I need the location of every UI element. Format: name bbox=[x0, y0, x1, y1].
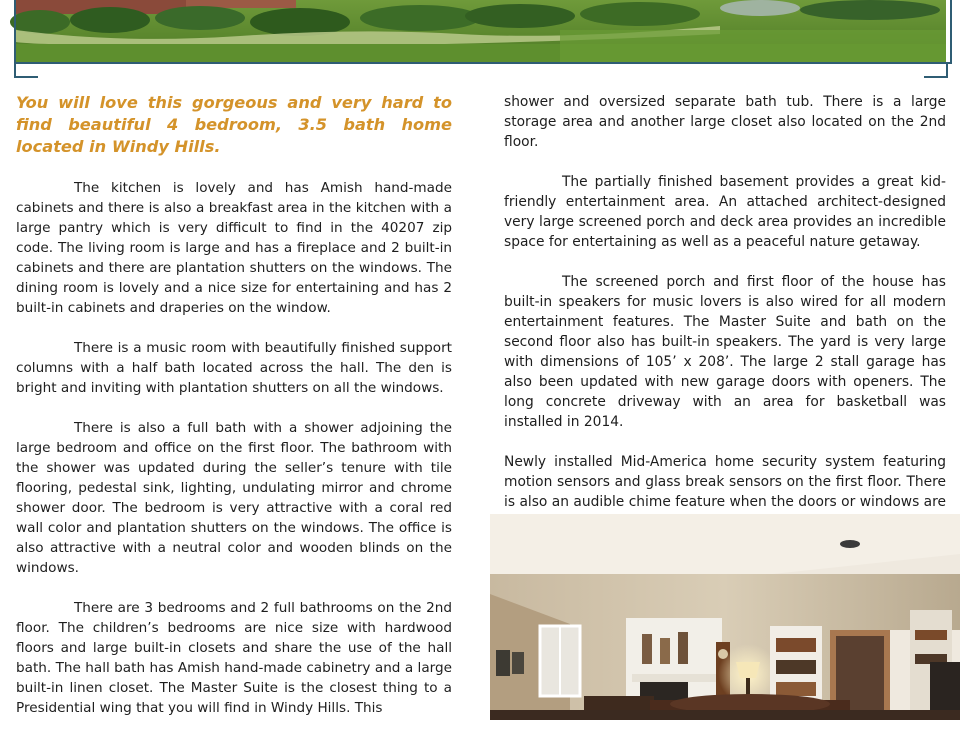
right-column bbox=[504, 92, 946, 552]
music-room-paragraph: There is a music room with beautifully finished support columns with a half bath located across the hall. The den is bright and inviting with plantation shutters on all the windows. bbox=[16, 340, 452, 396]
lead-headline: You will love this gorgeous and very hard to find beautiful 4 bedroom, 3.5 bath home located in Windy Hills. bbox=[16, 93, 452, 156]
kitchen-paragraph: The kitchen is lovely and has Amish hand-made cabinets and there is also a breakfast area in the kitchen with a large pantry which is very difficult to find in the 40207 zip code. The living room is large and has a fireplace and 2 built-in cabinets and there are plantation shutters on the windows. The dining room is lovely and a nice size for entertaining and has 2 built-in cabinets and draperies on the window. bbox=[16, 180, 452, 316]
security-system-paragraph: Newly installed Mid-America home security system featuring motion sensors and glass break sensors on the first floor. There is also an audible chime feature when the doors or windows are bbox=[504, 454, 946, 510]
photo-frame bbox=[14, 0, 952, 64]
left-column bbox=[16, 92, 452, 738]
front-yard-photo bbox=[0, 0, 960, 80]
living-room-photo bbox=[490, 514, 960, 720]
master-suite-continued-paragraph: shower and oversized separate bath tub. There is a large storage area and another large closet also located on the 2nd floor. bbox=[504, 94, 946, 150]
photo-frame-notch-left bbox=[14, 62, 38, 78]
basement-paragraph: The partially finished basement provides a great kid-friendly entertainment area. An attached architect-designed very large screened porch and deck area provides an incredible space for entertaining as well as a peaceful nature getaway. bbox=[504, 174, 946, 250]
second-floor-paragraph: There are 3 bedrooms and 2 full bathrooms on the 2nd floor. The children’s bedrooms are nice size with hardwood floors and large built-in closets and share the use of the hall bath. The hall bath has Amish hand-made cabinetry and a large built-in linen closet. The Master Suite is the closest thing to a Presidential wing that you will find in Windy Hills. This bbox=[16, 600, 452, 716]
photo-frame-notch-right bbox=[924, 62, 948, 78]
living-room-illustration bbox=[490, 514, 960, 720]
screened-porch-paragraph: The screened porch and first floor of the house has built-in speakers for music lovers is also wired for all modern entertainment features. The Master Suite and bath on the second floor also has built-in speakers. The yard is very large with dimensions of 105’ x 208’. The large 2 stall garage has also been updated with new garage doors with openers. The long concrete driveway with an area for basketball was installed in 2014. bbox=[504, 274, 946, 430]
full-bath-paragraph: There is also a full bath with a shower adjoining the large bedroom and office on the first floor. The bathroom with the shower was updated during the seller’s tenure with tile flooring, pedestal sink, lighting, undulating mirror and chrome shower door. The bedroom is very attractive with a coral red wall color and plantation shutters on the windows. The office is also attractive with a neutral color and wooden blinds on the windows. bbox=[16, 420, 452, 576]
